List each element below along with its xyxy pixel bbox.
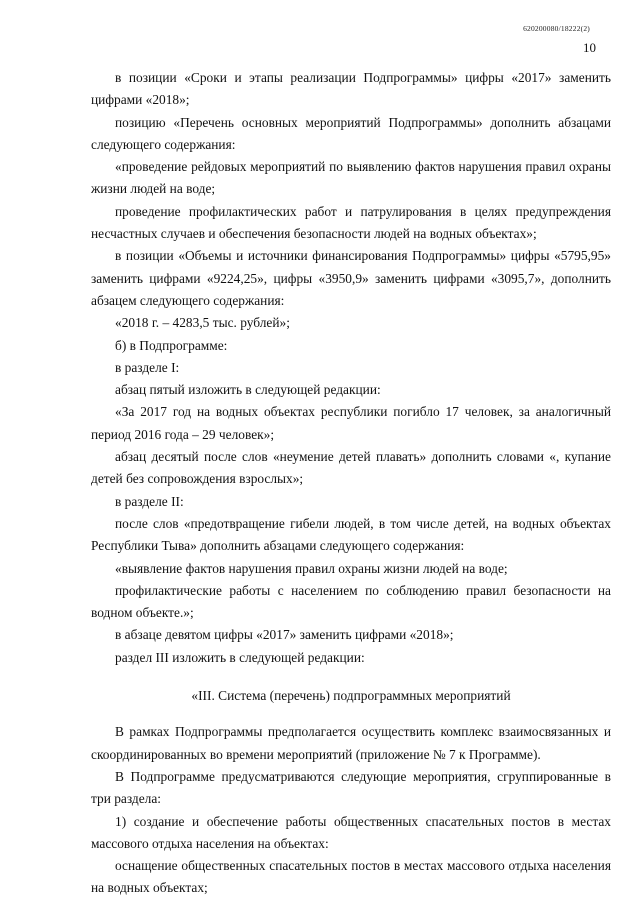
page-number: 10 <box>583 40 596 55</box>
paragraph: профилактические работы с населением по соблюдению правил безопасности на водном объекте.»; <box>91 582 611 621</box>
paragraph: в абзаце девятом цифры «2017» заменить цифрами «2018»; <box>115 627 454 643</box>
paragraph: в позиции «Сроки и этапы реализации Подпрограммы» цифры «2017» заменить цифрами «2018»; <box>91 70 611 108</box>
paragraph: позицию «Перечень основных мероприятий Подпрограммы» дополнить абзацами следующего содержания: <box>91 114 611 152</box>
paragraph: раздел III изложить в следующей редакции: <box>115 649 365 665</box>
paragraph: 1) создание и обеспечение работы общественных спасательных постов в местах массового отдыха населения на объектах: <box>91 813 611 851</box>
document-body <box>91 67 611 900</box>
paragraph: В Подпрограмме предусматриваются следующие мероприятия, сгруппированные в три раздела: <box>91 768 611 807</box>
document-code: 620200080/18222(2) <box>523 24 590 33</box>
paragraph: в разделе II: <box>115 493 184 509</box>
paragraph: «проведение рейдовых мероприятий по выявлению фактов нарушения правил охраны жизни людей на воде; <box>91 159 611 197</box>
paragraph: «2018 г. – 4283,5 тыс. рублей»; <box>115 315 290 331</box>
paragraph: В рамках Подпрограммы предполагается осуществить комплекс взаимосвязанных и скоординированных во времени мероприятий (приложение № 7 к Программе). <box>91 724 611 762</box>
paragraph: «За 2017 год на водных объектах республики погибло 17 человек, за аналогичный период 2016 года – 29 человек»; <box>91 404 611 442</box>
paragraph: проведение профилактических работ и патрулирования в целях предупреждения несчастных случаев и обеспечения безопасности людей на водных объектах»; <box>91 203 611 242</box>
paragraph: после слов «предотвращение гибели людей, в том числе детей, на водных объектах Республики Тыва» дополнить абзацами следующего содержания: <box>91 515 611 554</box>
paragraph: абзац десятый после слов «неумение детей плавать» дополнить словами «, купание детей без сопровождения взрослых»; <box>91 449 611 487</box>
paragraph: в разделе I: <box>115 359 180 375</box>
paragraph: абзац пятый изложить в следующей редакции: <box>115 382 381 398</box>
section-title: «III. Система (перечень) подпрограммных мероприятий <box>191 688 511 704</box>
paragraph: «выявление фактов нарушения правил охраны жизни людей на воде; <box>115 560 508 576</box>
paragraph: оснащение общественных спасательных постов в местах массового отдыха населения на водных объектах; <box>91 858 611 896</box>
paragraph: в позиции «Объемы и источники финансирования Подпрограммы» цифры «5795,95» заменить цифрами «9224,25», цифры «3950,9» заменить цифрами «3095,7», дополнить абзацем следующего содержания: <box>91 248 611 308</box>
paragraph: б) в Подпрограмме: <box>115 337 228 353</box>
